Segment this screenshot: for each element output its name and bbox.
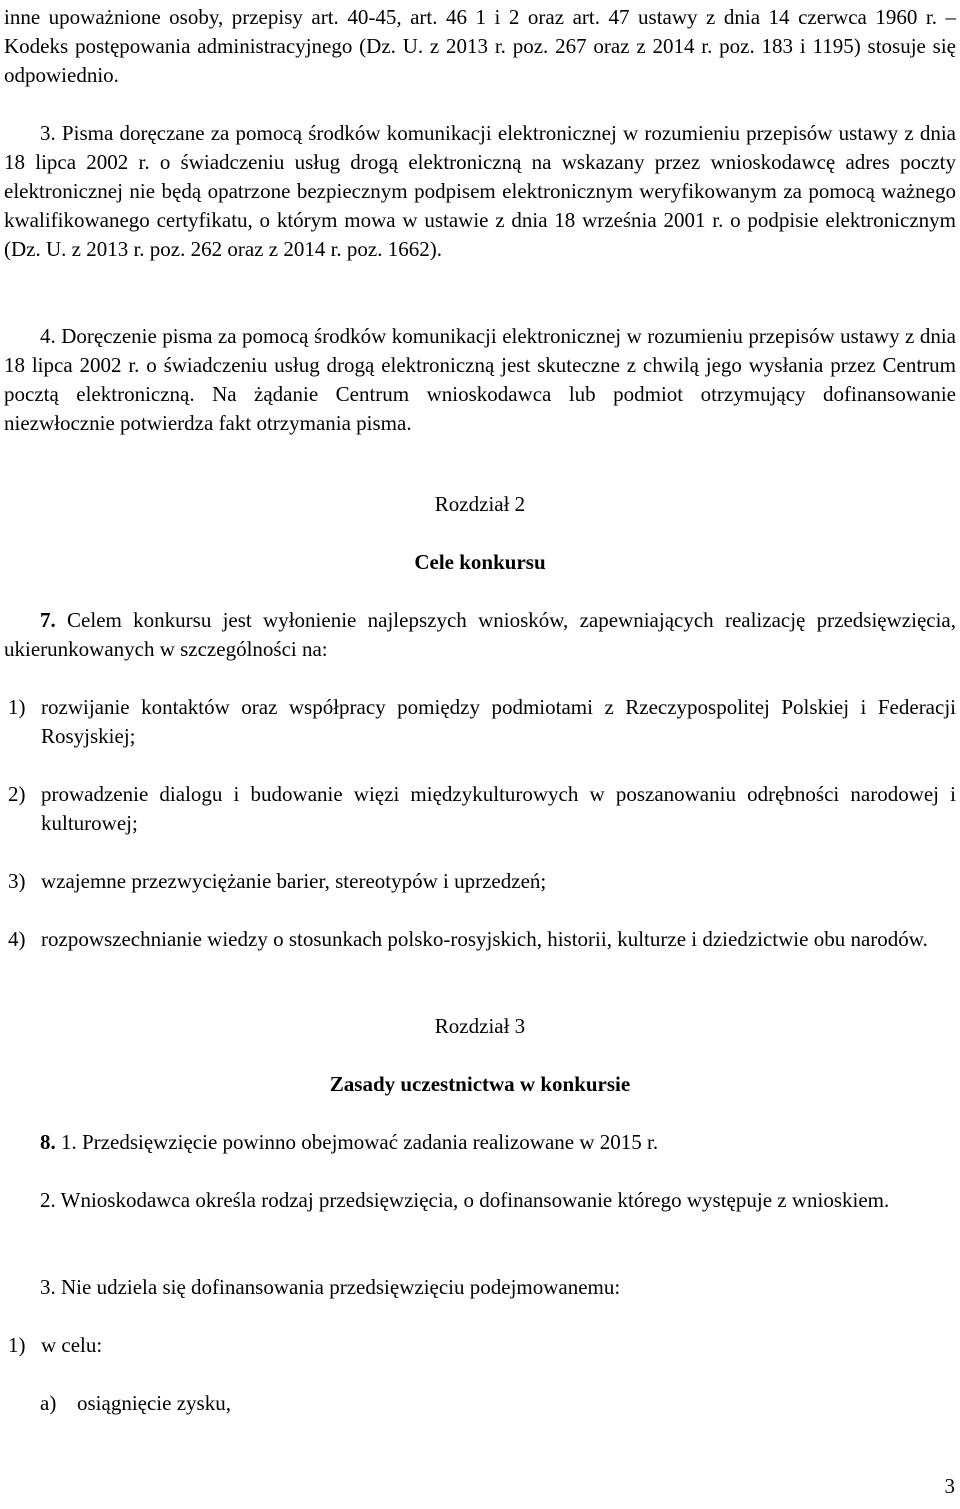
section-7-text: Celem konkursu jest wyłonienie najlepszych wniosków, zapewniających realizację przedsięwzięcia, ukierunkowanych w szczególności na: bbox=[4, 608, 956, 661]
chapter-2-heading: Rozdział 2 bbox=[434, 492, 526, 516]
section-8-paragraph-1 bbox=[4, 1128, 956, 1157]
section-7-number: 7. bbox=[40, 608, 56, 632]
section-8-number: 8. bbox=[40, 1130, 56, 1154]
list-item-text: rozwijanie kontaktów oraz współpracy pomiędzy podmiotami z Rzeczypospolitej Polskiej i Federacji Rosyjskiej; bbox=[41, 695, 956, 748]
list-item bbox=[4, 693, 956, 751]
list-item bbox=[4, 925, 956, 954]
list-item-number: 4) bbox=[8, 927, 26, 951]
list-item-text: rozpowszechnianie wiedzy o stosunkach polsko-rosyjskich, historii, kulturze i dziedzictwie obu narodów. bbox=[41, 927, 928, 951]
paragraph-3: 3. Pisma doręczane za pomocą środków komunikacji elektronicznej w rozumieniu przepisów ustawy z dnia 18 lipca 2002 r. o świadczeniu usług drogą elektroniczną na wskazany przez wnioskodawcę adres poczty elektronicznej nie będą opatrzone bezpiecznym podpisem elektronicznym weryfikowanym za pomocą ważnego kwalifikowanego certyfikatu, o którym mowa w ustawie z dnia 18 września 2001 r. o podpisie elektronicznym (Dz. U. z 2013 r. poz. 262 oraz z 2014 r. poz. 1662). bbox=[4, 121, 956, 261]
section-8-paragraph-2: 2. Wnioskodawca określa rodzaj przedsięwzięcia, o dofinansowanie którego występuje z wnioskiem. bbox=[40, 1188, 890, 1212]
list-item bbox=[4, 867, 956, 896]
chapter-2-title: Cele konkursu bbox=[414, 550, 546, 574]
list-item-text: w celu: bbox=[41, 1333, 103, 1357]
sub-list-item-text: osiągnięcie zysku, bbox=[77, 1391, 231, 1415]
chapter-3-heading: Rozdział 3 bbox=[434, 1014, 526, 1038]
list-item-text: wzajemne przezwyciężanie barier, stereotypów i uprzedzeń; bbox=[41, 869, 547, 893]
list-item-number: 2) bbox=[8, 782, 26, 806]
page-number: 3 bbox=[944, 1474, 955, 1498]
list-item bbox=[4, 1331, 956, 1360]
list-item-text: prowadzenie dialogu i budowanie więzi międzykulturowych w poszanowaniu odrębności narodowej i kulturowej; bbox=[41, 782, 956, 835]
section-8-p1-text: 1. Przedsięwzięcie powinno obejmować zadania realizowane w 2015 r. bbox=[55, 1130, 659, 1154]
list-item-number: 3) bbox=[8, 869, 26, 893]
list-item-number: 1) bbox=[8, 1333, 26, 1357]
list-item bbox=[4, 780, 956, 838]
paragraph-4: 4. Doręczenie pisma za pomocą środków komunikacji elektronicznej w rozumieniu przepisów ustawy z dnia 18 lipca 2002 r. o świadczeniu usług drogą elektroniczną jest skuteczne z chwilą jego wysłania przez Centrum pocztą elektroniczną. Na żądanie Centrum wnioskodawca lub podmiot otrzymujący dofinansowanie niezwłocznie potwierdza fakt otrzymania pisma. bbox=[4, 324, 956, 435]
list-item-number: 1) bbox=[8, 695, 26, 719]
sub-list-item-letter: a) bbox=[40, 1391, 57, 1415]
sub-list-item bbox=[40, 1389, 231, 1418]
section-8-paragraph-3: 3. Nie udziela się dofinansowania przedsięwzięciu podejmowanemu: bbox=[40, 1275, 621, 1299]
paragraph-continuation: inne upoważnione osoby, przepisy art. 40-45, art. 46 1 i 2 oraz art. 47 ustawy z dnia 14 czerwca 1960 r. – Kodeks postępowania administracyjnego (Dz. U. z 2013 r. poz. 267 oraz z 2014 r. poz. 183 i 1195) stosuje się odpowiednio. bbox=[4, 5, 956, 87]
chapter-3-title: Zasady uczestnictwa w konkursie bbox=[329, 1072, 631, 1096]
section-7-intro bbox=[4, 606, 956, 664]
